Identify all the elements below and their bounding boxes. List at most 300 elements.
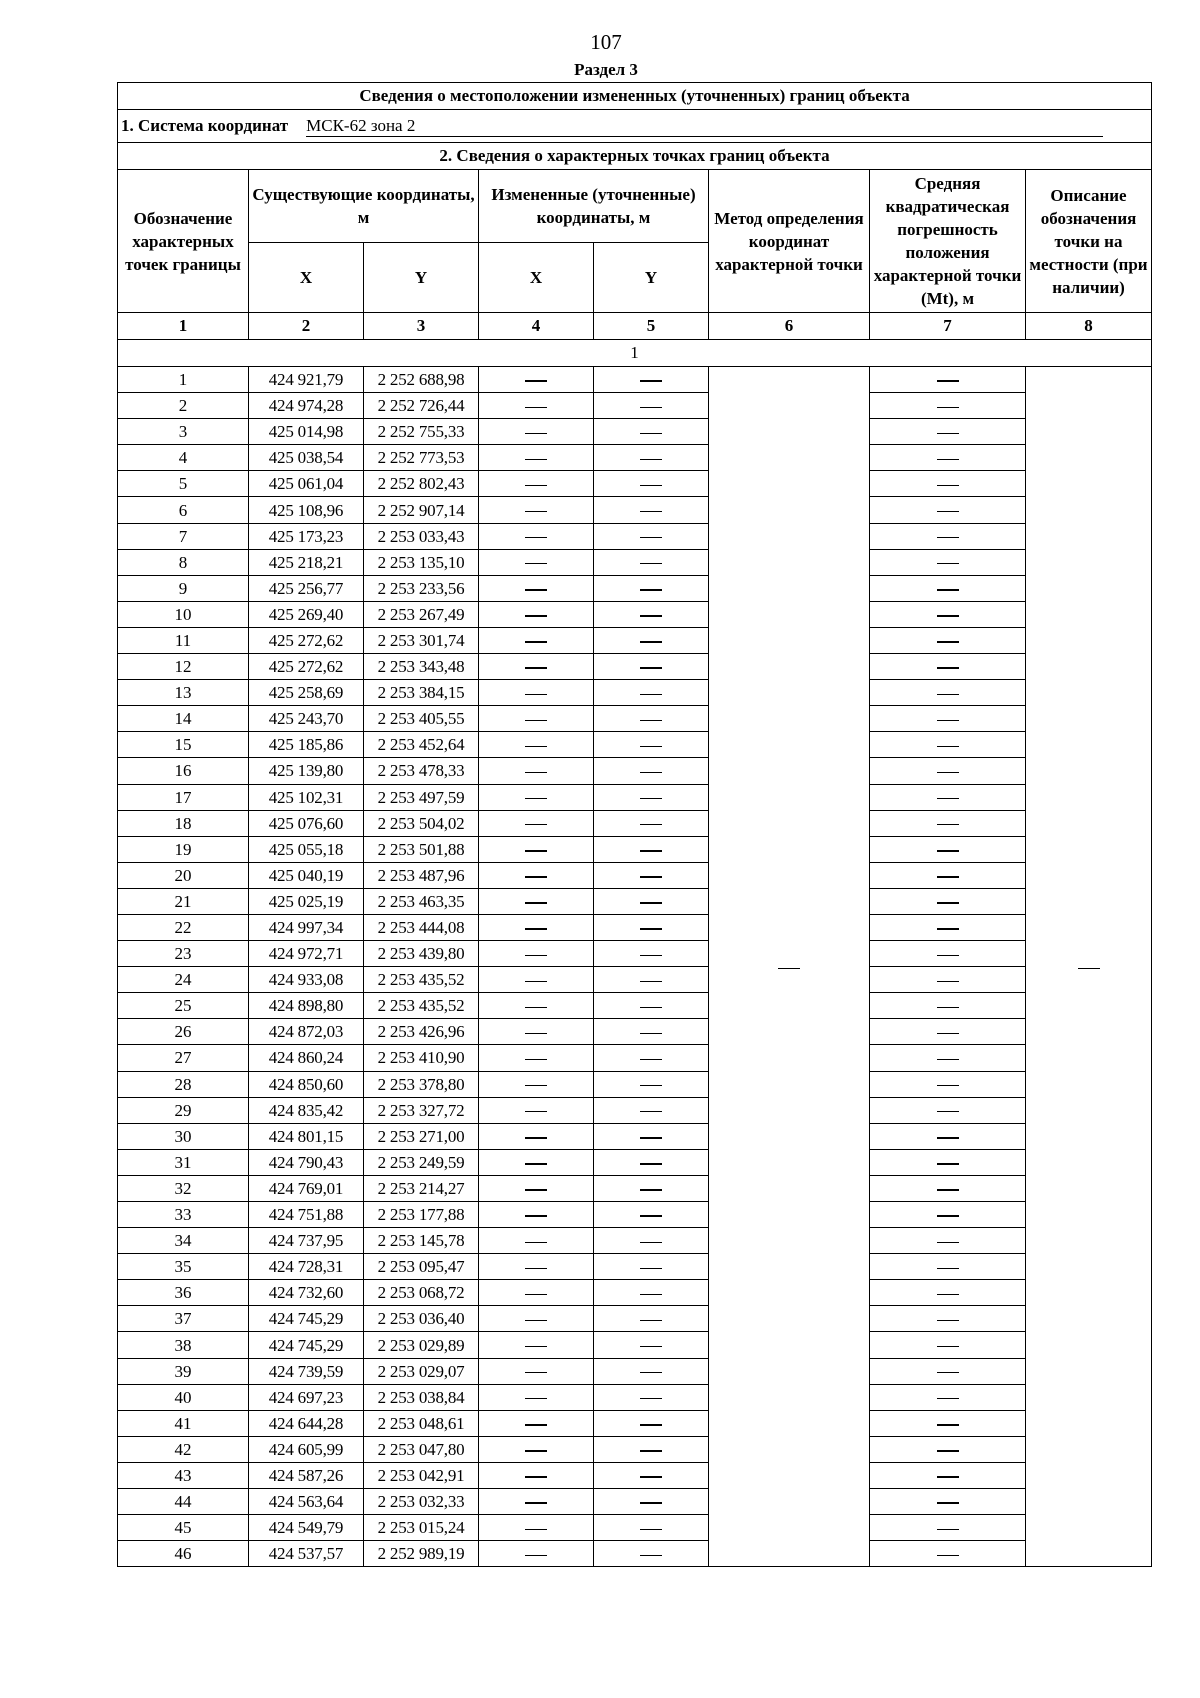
changed-x (479, 1410, 594, 1436)
dash-mark (937, 459, 959, 460)
table-row (118, 784, 1152, 810)
existing-x: 425 061,04 (249, 471, 364, 497)
dash-mark (640, 459, 662, 460)
existing-y: 2 253 267,49 (364, 601, 479, 627)
column-number: 1 (118, 313, 249, 340)
dash-mark (640, 1529, 662, 1530)
changed-y (594, 862, 709, 888)
dash-mark (640, 485, 662, 486)
dash-mark (937, 485, 959, 486)
dash-mark (525, 694, 547, 695)
table-row (118, 523, 1152, 549)
changed-y (594, 784, 709, 810)
dash-mark (640, 694, 662, 695)
point-number: 18 (118, 810, 249, 836)
error-cell (870, 1149, 1026, 1175)
point-number: 17 (118, 784, 249, 810)
error-cell (870, 627, 1026, 653)
changed-x (479, 862, 594, 888)
existing-y: 2 253 135,10 (364, 549, 479, 575)
table-row (118, 1123, 1152, 1149)
existing-y: 2 253 501,88 (364, 836, 479, 862)
dash-mark (640, 511, 662, 512)
dash-mark (525, 485, 547, 486)
existing-y: 2 253 068,72 (364, 1280, 479, 1306)
existing-y: 2 253 145,78 (364, 1228, 479, 1254)
existing-y: 2 252 688,98 (364, 367, 479, 393)
dash-mark (640, 798, 662, 799)
table-row (118, 1202, 1152, 1228)
error-cell (870, 445, 1026, 471)
error-cell (870, 914, 1026, 940)
table-row (118, 1254, 1152, 1280)
dash-mark (640, 1033, 662, 1034)
header-existing-x: X (249, 243, 364, 313)
existing-y: 2 252 773,53 (364, 445, 479, 471)
changed-x (479, 758, 594, 784)
dash-mark (640, 641, 662, 642)
error-cell (870, 1436, 1026, 1462)
existing-y: 2 253 463,35 (364, 888, 479, 914)
dash-mark (937, 1163, 959, 1164)
point-number: 20 (118, 862, 249, 888)
dash-mark (640, 1189, 662, 1190)
error-cell (870, 1410, 1026, 1436)
header-changed: Измененные (уточненные) координаты, м (479, 170, 709, 243)
dash-mark (525, 563, 547, 564)
existing-x: 424 872,03 (249, 1019, 364, 1045)
existing-y: 2 252 989,19 (364, 1541, 479, 1567)
existing-x: 425 040,19 (249, 862, 364, 888)
existing-y: 2 253 047,80 (364, 1436, 479, 1462)
existing-x: 424 537,57 (249, 1541, 364, 1567)
existing-y: 2 253 343,48 (364, 654, 479, 680)
existing-y: 2 253 048,61 (364, 1410, 479, 1436)
point-number: 26 (118, 1019, 249, 1045)
dash-mark (937, 694, 959, 695)
existing-x: 424 737,95 (249, 1228, 364, 1254)
dash-mark (525, 537, 547, 538)
point-number: 41 (118, 1410, 249, 1436)
dash-mark (937, 928, 959, 929)
dash-mark (525, 1476, 547, 1477)
changed-x (479, 1097, 594, 1123)
error-cell (870, 1228, 1026, 1254)
error-cell (870, 836, 1026, 862)
table-row (118, 1541, 1152, 1567)
existing-x: 424 549,79 (249, 1515, 364, 1541)
dash-mark (525, 1215, 547, 1216)
changed-y (594, 1123, 709, 1149)
changed-y (594, 1280, 709, 1306)
changed-y (594, 627, 709, 653)
dash-mark (525, 850, 547, 851)
dash-mark (525, 1163, 547, 1164)
table-row (118, 575, 1152, 601)
changed-y (594, 1097, 709, 1123)
existing-x: 425 243,70 (249, 706, 364, 732)
column-number: 7 (870, 313, 1026, 340)
column-number: 8 (1026, 313, 1152, 340)
dash-mark (525, 981, 547, 982)
point-number: 32 (118, 1175, 249, 1201)
dash-mark (525, 876, 547, 877)
error-cell (870, 497, 1026, 523)
changed-x (479, 367, 594, 393)
existing-x: 424 587,26 (249, 1462, 364, 1488)
changed-x (479, 706, 594, 732)
changed-x (479, 1149, 594, 1175)
error-cell (870, 1280, 1026, 1306)
existing-x: 425 038,54 (249, 445, 364, 471)
changed-x (479, 601, 594, 627)
existing-x: 425 139,80 (249, 758, 364, 784)
existing-x: 425 102,31 (249, 784, 364, 810)
dash-mark (525, 380, 547, 381)
changed-y (594, 732, 709, 758)
existing-y: 2 253 435,52 (364, 993, 479, 1019)
dash-mark (525, 1424, 547, 1425)
changed-x (479, 1436, 594, 1462)
dash-mark (937, 667, 959, 668)
table-row (118, 1019, 1152, 1045)
section-title: Раздел 3 (574, 60, 638, 79)
dash-mark (525, 902, 547, 903)
changed-y (594, 836, 709, 862)
error-cell (870, 393, 1026, 419)
dash-mark (640, 1163, 662, 1164)
dash-mark (525, 1189, 547, 1190)
table-row (118, 732, 1152, 758)
dash-mark (640, 1059, 662, 1060)
dash-mark (525, 641, 547, 642)
changed-y (594, 1149, 709, 1175)
existing-x: 425 272,62 (249, 654, 364, 680)
existing-x: 424 921,79 (249, 367, 364, 393)
existing-x: 424 697,23 (249, 1384, 364, 1410)
error-cell (870, 941, 1026, 967)
changed-y (594, 1332, 709, 1358)
changed-x (479, 732, 594, 758)
table-row (118, 706, 1152, 732)
existing-y: 2 253 497,59 (364, 784, 479, 810)
changed-x (479, 1515, 594, 1541)
dash-mark (937, 1189, 959, 1190)
changed-x (479, 1019, 594, 1045)
dash-mark (937, 1398, 959, 1399)
dash-mark (937, 1502, 959, 1503)
description-cell (1026, 367, 1152, 1567)
error-cell (870, 758, 1026, 784)
error-cell (870, 1202, 1026, 1228)
existing-x: 424 728,31 (249, 1254, 364, 1280)
dash-mark (640, 667, 662, 668)
dash-mark (640, 981, 662, 982)
dash-mark (937, 589, 959, 590)
table-row (118, 367, 1152, 393)
error-cell (870, 1332, 1026, 1358)
point-number: 33 (118, 1202, 249, 1228)
table-row (118, 549, 1152, 575)
error-cell (870, 1541, 1026, 1567)
dash-mark (525, 1007, 547, 1008)
point-number: 4 (118, 445, 249, 471)
error-cell (870, 1254, 1026, 1280)
point-number: 3 (118, 419, 249, 445)
dash-mark (525, 1242, 547, 1243)
changed-y (594, 1358, 709, 1384)
error-cell (870, 1045, 1026, 1071)
point-number: 10 (118, 601, 249, 627)
dash-mark (640, 1215, 662, 1216)
error-cell (870, 862, 1026, 888)
changed-y (594, 523, 709, 549)
changed-y (594, 914, 709, 940)
header-existing: Существующие координаты, м (249, 170, 479, 243)
table-row (118, 627, 1152, 653)
changed-y (594, 993, 709, 1019)
dash-mark (937, 407, 959, 408)
table-row (118, 445, 1152, 471)
table-row (118, 1045, 1152, 1071)
dash-mark (525, 407, 547, 408)
header-changed-y: Y (594, 243, 709, 313)
changed-x (479, 993, 594, 1019)
dash-mark (778, 968, 800, 969)
point-number: 38 (118, 1332, 249, 1358)
changed-y (594, 1384, 709, 1410)
changed-x (479, 1332, 594, 1358)
table-row (118, 1306, 1152, 1332)
table-row (118, 810, 1152, 836)
dash-mark (937, 1476, 959, 1477)
changed-y (594, 575, 709, 601)
dash-mark (640, 563, 662, 564)
existing-y: 2 253 042,91 (364, 1462, 479, 1488)
changed-y (594, 1541, 709, 1567)
dash-mark (525, 1555, 547, 1556)
header-description: Описание обозначения точки на местности (при наличии) (1026, 170, 1152, 313)
dash-mark (640, 1476, 662, 1477)
table-row (118, 1462, 1152, 1488)
table-row (118, 654, 1152, 680)
changed-x (479, 1071, 594, 1097)
changed-y (594, 941, 709, 967)
existing-x: 424 745,29 (249, 1306, 364, 1332)
error-cell (870, 1306, 1026, 1332)
point-number: 31 (118, 1149, 249, 1175)
changed-x (479, 1384, 594, 1410)
dash-mark (640, 615, 662, 616)
changed-x (479, 888, 594, 914)
dash-mark (937, 1059, 959, 1060)
dash-mark (525, 720, 547, 721)
dash-mark (937, 1346, 959, 1347)
dash-mark (937, 433, 959, 434)
error-cell (870, 993, 1026, 1019)
dash-mark (937, 511, 959, 512)
point-number: 8 (118, 549, 249, 575)
dash-mark (937, 1085, 959, 1086)
error-cell (870, 810, 1026, 836)
changed-y (594, 680, 709, 706)
error-cell (870, 654, 1026, 680)
dash-mark (937, 798, 959, 799)
existing-x: 425 076,60 (249, 810, 364, 836)
dash-mark (640, 1111, 662, 1112)
changed-x (479, 1228, 594, 1254)
dash-mark (525, 1137, 547, 1138)
error-cell (870, 575, 1026, 601)
dash-mark (525, 1320, 547, 1321)
changed-y (594, 549, 709, 575)
changed-x (479, 497, 594, 523)
point-number: 7 (118, 523, 249, 549)
table-row (118, 967, 1152, 993)
existing-y: 2 253 487,96 (364, 862, 479, 888)
dash-mark (640, 433, 662, 434)
point-number: 44 (118, 1489, 249, 1515)
header-changed-x: X (479, 243, 594, 313)
point-number: 6 (118, 497, 249, 523)
table-row (118, 1071, 1152, 1097)
changed-x (479, 393, 594, 419)
existing-y: 2 253 015,24 (364, 1515, 479, 1541)
existing-x: 425 014,98 (249, 419, 364, 445)
existing-y: 2 253 410,90 (364, 1045, 479, 1071)
dash-mark (937, 1294, 959, 1295)
point-number: 22 (118, 914, 249, 940)
changed-x (479, 967, 594, 993)
point-number: 24 (118, 967, 249, 993)
table-row (118, 1228, 1152, 1254)
dash-mark (525, 511, 547, 512)
changed-y (594, 758, 709, 784)
header-method: Метод определения координат характерной точки (709, 170, 870, 313)
existing-x: 424 801,15 (249, 1123, 364, 1149)
changed-x (479, 471, 594, 497)
point-number: 30 (118, 1123, 249, 1149)
dash-mark (525, 1111, 547, 1112)
existing-x: 425 258,69 (249, 680, 364, 706)
dash-mark (525, 772, 547, 773)
existing-y: 2 253 384,15 (364, 680, 479, 706)
point-number: 39 (118, 1358, 249, 1384)
existing-x: 424 974,28 (249, 393, 364, 419)
existing-y: 2 253 444,08 (364, 914, 479, 940)
dash-mark (937, 1450, 959, 1451)
coordinate-system-row (118, 110, 1152, 143)
changed-y (594, 419, 709, 445)
point-number: 14 (118, 706, 249, 732)
existing-x: 425 218,21 (249, 549, 364, 575)
changed-x (479, 1045, 594, 1071)
dash-mark (525, 1346, 547, 1347)
dash-mark (525, 1450, 547, 1451)
error-cell (870, 1462, 1026, 1488)
changed-x (479, 549, 594, 575)
changed-x (479, 810, 594, 836)
changed-y (594, 1436, 709, 1462)
changed-x (479, 1123, 594, 1149)
dash-mark (525, 746, 547, 747)
changed-x (479, 836, 594, 862)
changed-x (479, 654, 594, 680)
error-cell (870, 523, 1026, 549)
point-number: 16 (118, 758, 249, 784)
existing-y: 2 253 378,80 (364, 1071, 479, 1097)
table-row (118, 601, 1152, 627)
existing-x: 424 769,01 (249, 1175, 364, 1201)
dash-mark (937, 615, 959, 616)
column-number: 2 (249, 313, 364, 340)
error-cell (870, 784, 1026, 810)
dash-mark (525, 955, 547, 956)
dash-mark (937, 563, 959, 564)
existing-y: 2 253 029,89 (364, 1332, 479, 1358)
existing-x: 424 997,34 (249, 914, 364, 940)
error-cell (870, 419, 1026, 445)
changed-x (479, 1254, 594, 1280)
page-number: 107 (590, 30, 622, 54)
existing-y: 2 253 029,07 (364, 1358, 479, 1384)
changed-y (594, 1228, 709, 1254)
existing-x: 425 272,62 (249, 627, 364, 653)
changed-x (479, 523, 594, 549)
existing-x: 424 751,88 (249, 1202, 364, 1228)
error-cell (870, 1071, 1026, 1097)
changed-x (479, 941, 594, 967)
changed-y (594, 1045, 709, 1071)
point-number: 29 (118, 1097, 249, 1123)
changed-y (594, 1515, 709, 1541)
dash-mark (640, 1424, 662, 1425)
changed-y (594, 1410, 709, 1436)
dash-mark (640, 876, 662, 877)
dash-mark (640, 1320, 662, 1321)
error-cell (870, 680, 1026, 706)
dash-mark (937, 1033, 959, 1034)
dash-mark (640, 928, 662, 929)
changed-x (479, 784, 594, 810)
error-cell (870, 732, 1026, 758)
dash-mark (937, 981, 959, 982)
changed-x (479, 914, 594, 940)
point-number: 19 (118, 836, 249, 862)
existing-x: 424 933,08 (249, 967, 364, 993)
table-row (118, 1515, 1152, 1541)
changed-y (594, 654, 709, 680)
changed-y (594, 706, 709, 732)
dash-mark (640, 746, 662, 747)
table-row (118, 914, 1152, 940)
existing-y: 2 253 405,55 (364, 706, 479, 732)
table-row (118, 941, 1152, 967)
changed-x (479, 1202, 594, 1228)
changed-y (594, 1489, 709, 1515)
column-number: 4 (479, 313, 594, 340)
dash-mark (937, 1268, 959, 1269)
method-cell (709, 367, 870, 1567)
table-row (118, 1175, 1152, 1201)
changed-x (479, 1306, 594, 1332)
header-existing-y: Y (364, 243, 479, 313)
points-subtitle: 2. Сведения о характерных точках границ объекта (118, 143, 1152, 170)
dash-mark (640, 1450, 662, 1451)
dash-mark (640, 824, 662, 825)
existing-x: 424 850,60 (249, 1071, 364, 1097)
dash-mark (525, 1502, 547, 1503)
